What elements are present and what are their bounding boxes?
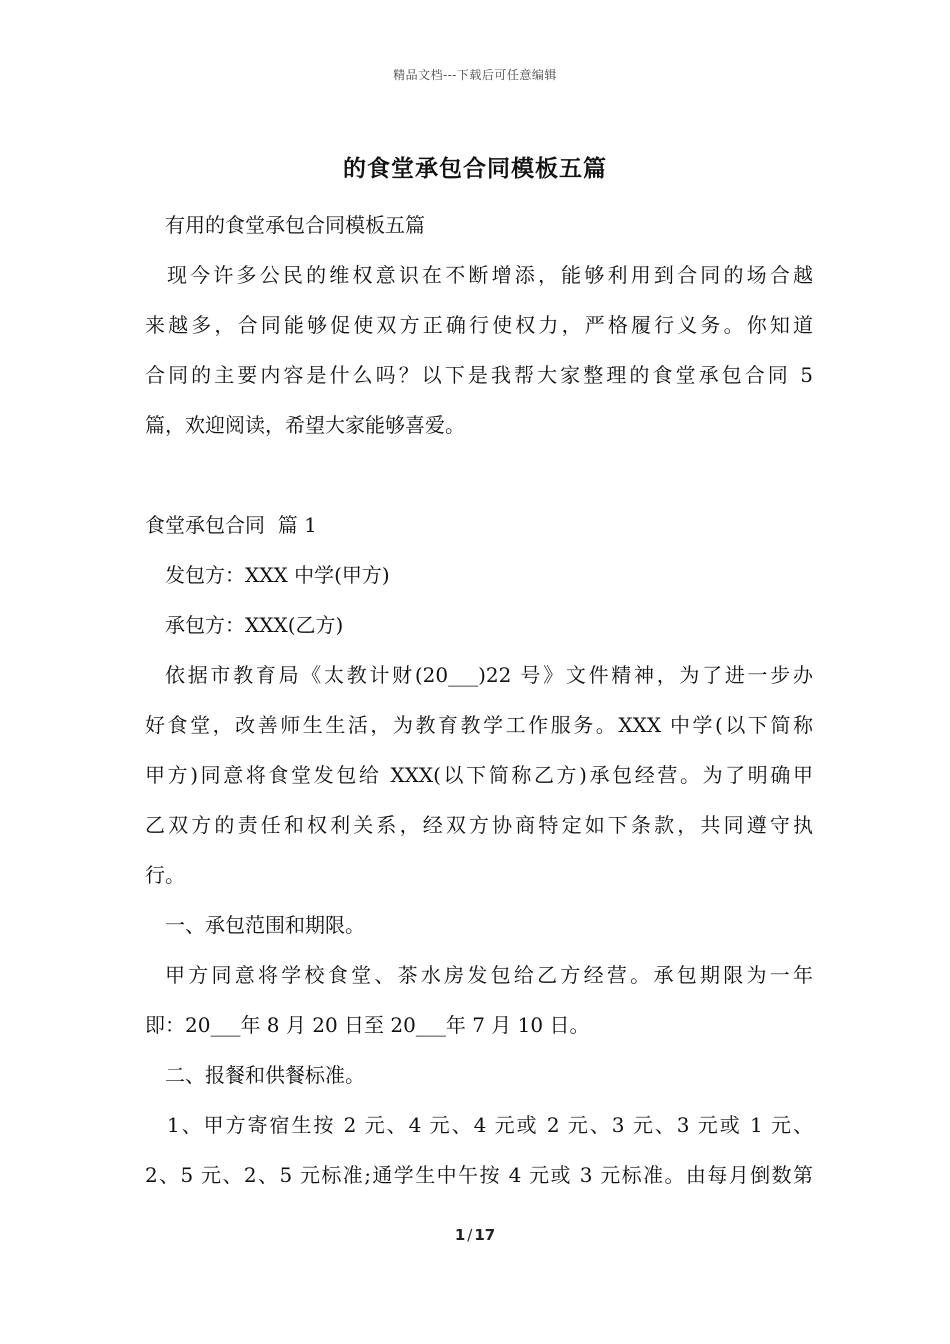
paragraph-gap	[145, 450, 813, 500]
clause-2-line: 2、5 元、2、5 元标准;通学生中午按 4 元或 3 元标准。由每月倒数第	[145, 1163, 813, 1187]
section-heading: 食堂承包合同 篇 1	[145, 513, 317, 537]
clause-1-heading: 一、承包范围和期限。	[165, 913, 365, 937]
intro-line: 篇，欢迎阅读，希望大家能够喜爱。	[145, 413, 465, 437]
document-subtitle: 有用的食堂承包合同模板五篇	[165, 213, 425, 237]
clause-2-heading: 二、报餐和供餐标准。	[165, 1063, 365, 1087]
preamble-line: 依据市教育局《太教计财(20___)22 号》文件精神，为了进一步办	[165, 663, 813, 687]
preamble-line: 乙双方的责任和权利关系，经双方协商特定如下条款，共同遵守执	[145, 813, 813, 837]
clause-1-line: 即：20___年 8 月 20 日至 20___年 7 月 10 日。	[145, 1013, 590, 1037]
clause-1-line: 甲方同意将学校食堂、茶水房发包给乙方经营。承包期限为一年	[165, 963, 813, 987]
preamble-line: 好食堂，改善师生生活，为教育教学工作服务。XXX 中学(以下简称	[145, 713, 813, 737]
document-title: 的食堂承包合同模板五篇	[343, 155, 607, 182]
intro-line: 来越多，合同能够促使双方正确行使权力，严格履行义务。你知道	[145, 313, 813, 337]
document-body	[145, 200, 813, 1200]
page-current: 1	[454, 1226, 466, 1244]
intro-line: 合同的主要内容是什么吗？以下是我帮大家整理的食堂承包合同 5	[145, 363, 813, 387]
party-b: 承包方：XXX(乙方)	[165, 613, 344, 637]
header-note: 精品文档---下载后可任意编辑	[393, 68, 557, 82]
page-number	[0, 1226, 950, 1244]
preamble-line: 甲方)同意将食堂发包给 XXX(以下简称乙方)承包经营。为了明确甲	[145, 763, 813, 787]
clause-2-line: 1、甲方寄宿生按 2 元、4 元、4 元或 2 元、3 元、3 元或 1 元、	[167, 1113, 813, 1137]
intro-line: 现今许多公民的维权意识在不断增添，能够利用到合同的场合越	[167, 263, 813, 287]
page-separator: /	[467, 1226, 473, 1244]
page-total: 17	[474, 1226, 496, 1244]
party-a: 发包方：XXX 中学(甲方)	[165, 563, 390, 587]
preamble-line: 行。	[145, 863, 185, 887]
